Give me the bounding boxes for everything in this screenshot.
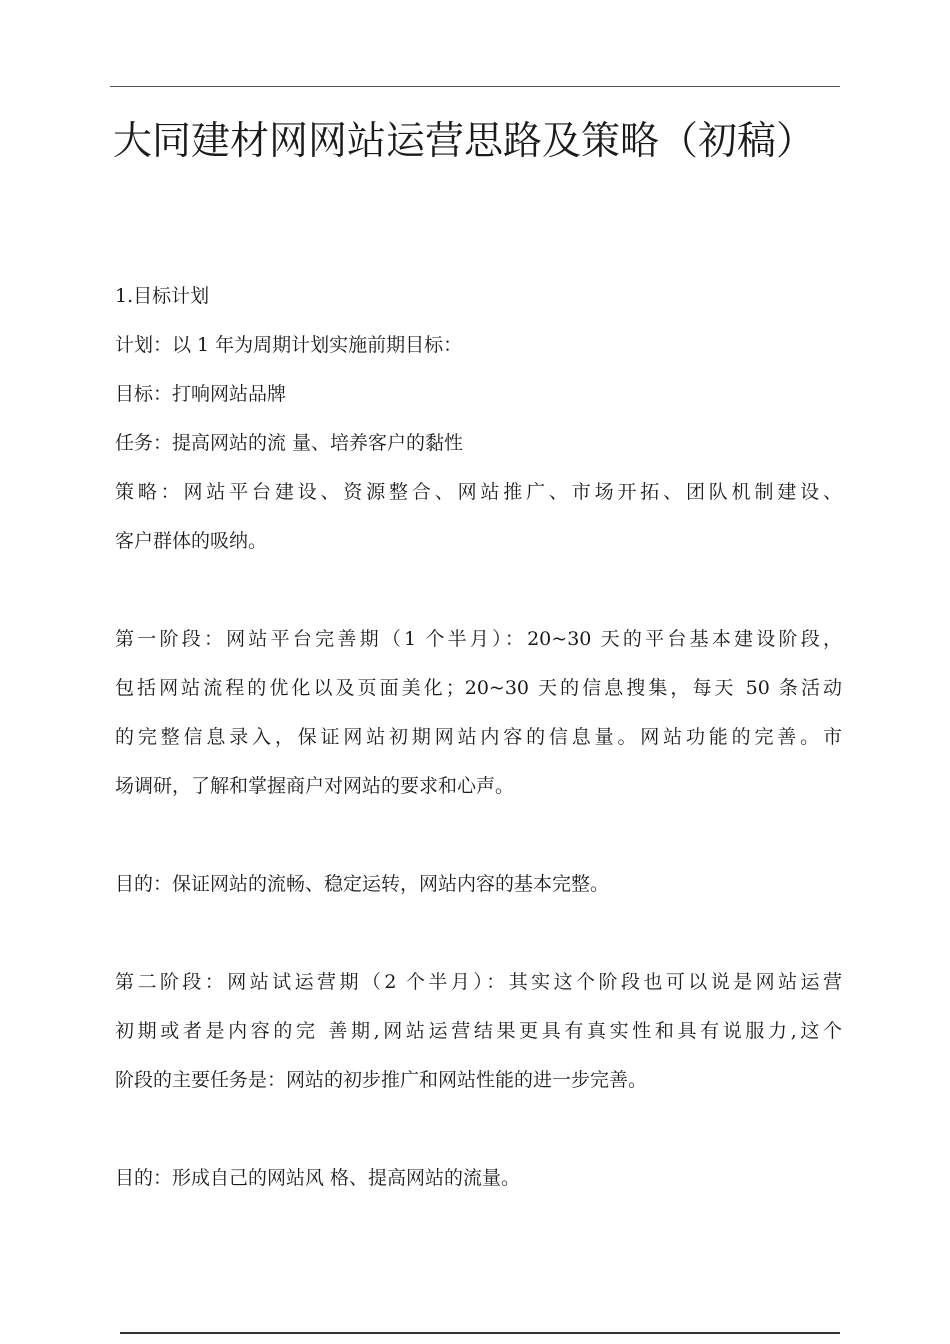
phase1-purpose: 目的：保证网站的流畅、稳定运转，网站内容的基本完整。 xyxy=(115,873,610,895)
phase2-text-line-2: 初期或者是内容的完 善期,网站运营结果更具有真实性和具有说服力,这个 xyxy=(115,1020,842,1042)
task-text: 任务：提高网站的流 量、培养客户的黏性 xyxy=(115,432,464,454)
document-title: 大同建材网网站运营思路及策略（初稿） xyxy=(113,119,816,164)
document-body xyxy=(115,272,842,1203)
footer-rule xyxy=(120,1332,840,1334)
goal-text: 目标：打响网站品牌 xyxy=(115,383,287,405)
paragraph-gap xyxy=(115,811,842,860)
paragraph-gap xyxy=(115,909,842,958)
strategy-text-line-1: 策略：网站平台建设、资源整合、网站推广、市场开拓、团队机制建设、 xyxy=(115,481,842,503)
phase2-text-line-3: 阶段的主要任务是：网站的初步推广和网站性能的进一步完善。 xyxy=(115,1069,648,1091)
phase1-text-line-1: 第一阶段：网站平台完善期（1 个半月）：20~30 天的平台基本建设阶段， xyxy=(115,628,842,650)
phase2-text-line-1: 第二阶段：网站试运营期（2 个半月）：其实这个阶段也可以说是网站运营 xyxy=(115,971,842,993)
paragraph-gap xyxy=(115,566,842,615)
phase1-text-line-3: 的完整信息录入，保证网站初期网站内容的信息量。网站功能的完善。市 xyxy=(115,726,842,748)
section-heading-target-plan: 1.目标计划 xyxy=(115,285,210,307)
strategy-text-line-2: 客户群体的吸纳。 xyxy=(115,530,268,552)
phase2-purpose: 目的：形成自己的网站风 格、提高网站的流量。 xyxy=(115,1167,521,1189)
phase1-text-line-4: 场调研，了解和掌握商户对网站的要求和心声。 xyxy=(115,775,515,797)
phase1-text-line-2: 包括网站流程的优化以及页面美化；20~30 天的信息搜集，每天 50 条活动 xyxy=(115,677,842,699)
header-rule xyxy=(110,86,840,87)
paragraph-gap xyxy=(115,1105,842,1154)
plan-text: 计划：以 1 年为周期计划实施前期目标： xyxy=(115,334,463,356)
